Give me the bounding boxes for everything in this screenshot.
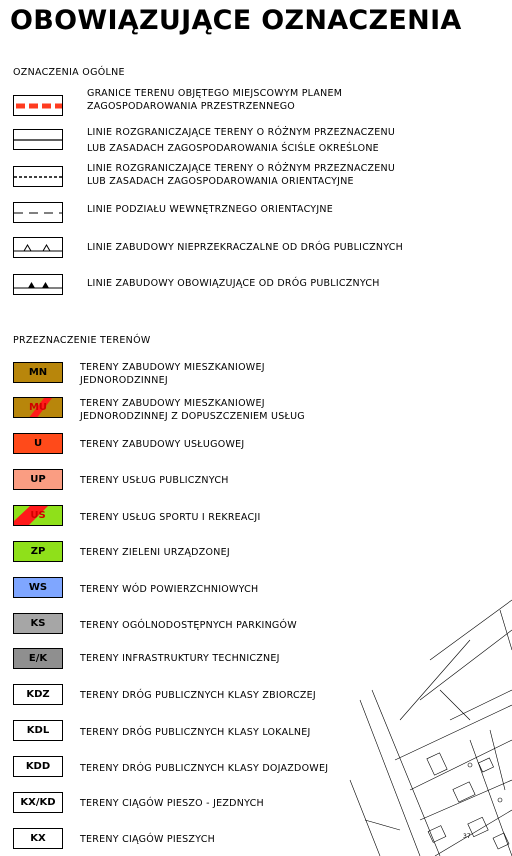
kx-code-box: KX <box>13 828 63 849</box>
plan-boundary-label: GRANICE TERENU OBJĘTEGO MIEJSCOWYM PLANEM ZAGOSPODAROWANIA PRZESTRZENNEGO <box>87 88 343 112</box>
ws-label: TERENY WÓD POWIERZCHNIOWYCH <box>80 584 259 595</box>
ks-code-box: KS <box>13 613 63 634</box>
parcel-number: 37 <box>463 833 471 840</box>
u-label: TERENY ZABUDOWY USŁUGOWEJ <box>80 439 245 450</box>
ks-label: TERENY OGÓLNODOSTĘPNYCH PARKINGÓW <box>80 620 297 631</box>
kdz-code-box: KDZ <box>13 684 63 705</box>
kdl-code-box: KDL <box>13 720 63 741</box>
up-code-box: UP <box>13 469 63 490</box>
kdl-label: TERENY DRÓG PUBLICZNYCH KLASY LOKALNEJ <box>80 727 311 738</box>
kdd-code-box: KDD <box>13 756 63 777</box>
kxkd-label: TERENY CIĄGÓW PIESZO - JEZDNYCH <box>80 798 264 809</box>
mn-code-box: MN <box>13 362 63 383</box>
kx-label: TERENY CIĄGÓW PIESZYCH <box>80 834 215 845</box>
internal-division-label: LINIE PODZIAŁU WEWNĘTRZNEGO ORIENTACYJNE <box>87 204 334 215</box>
ws-code-box: WS <box>13 577 63 598</box>
open-triangle-line-label: LINIE ZABUDOWY NIEPRZEKRACZALNE OD DRÓG PUBLICZNYCH <box>87 242 404 253</box>
up-label: TERENY USŁUG PUBLICZNYCH <box>80 475 229 486</box>
land-use-section-heading: PRZEZNACZENIE TERENÓW <box>13 335 151 346</box>
zp-label: TERENY ZIELENI URZĄDZONEJ <box>80 547 230 558</box>
solid-boundary-label: LINIE ROZGRANICZAJĄCE TERENY O RÓŻNYM PRZEZNACZENU LUB ZASADACH ZAGOSPODAROWANIA ŚCIŚLE OKREŚLONE <box>87 127 396 154</box>
kdz-label: TERENY DRÓG PUBLICZNYCH KLASY ZBIORCZEJ <box>80 690 316 701</box>
ek-label: TERENY INFRASTRUKTURY TECHNICZNEJ <box>80 653 280 664</box>
mn-label: TERENY ZABUDOWY MIESZKANIOWEJ JEDNORODZINNEJ <box>80 362 265 386</box>
kdd-label: TERENY DRÓG PUBLICZNYCH KLASY DOJAZDOWEJ <box>80 763 329 774</box>
us-code-box: US <box>13 505 63 526</box>
mu-label: TERENY ZABUDOWY MIESZKANIOWEJ JEDNORODZINNEJ Z DOPUSZCZENIEM USŁUG <box>80 398 305 422</box>
filled-triangle-line-label: LINIE ZABUDOWY OBOWIĄZUJĄCE OD DRÓG PUBLICZNYCH <box>87 278 380 289</box>
us-label: TERENY USŁUG SPORTU I REKREACJI <box>80 512 261 523</box>
legend-title: OBOWIĄZUJĄCE OZNACZENIA <box>10 5 462 36</box>
general-section-heading: OZNACZENIA OGÓLNE <box>13 67 125 78</box>
dashed-boundary-label: LINIE ROZGRANICZAJĄCE TERENY O RÓŻNYM PRZEZNACZENU LUB ZASADACH ZAGOSPODAROWANIA ORIENTACYJNE <box>87 163 396 187</box>
ek-code-box: E/K <box>13 648 63 669</box>
u-code-box: U <box>13 433 63 454</box>
mu-code-box: MU <box>13 397 63 418</box>
zp-code-box: ZP <box>13 541 63 562</box>
kxkd-code-box: KX/KD <box>13 792 63 813</box>
